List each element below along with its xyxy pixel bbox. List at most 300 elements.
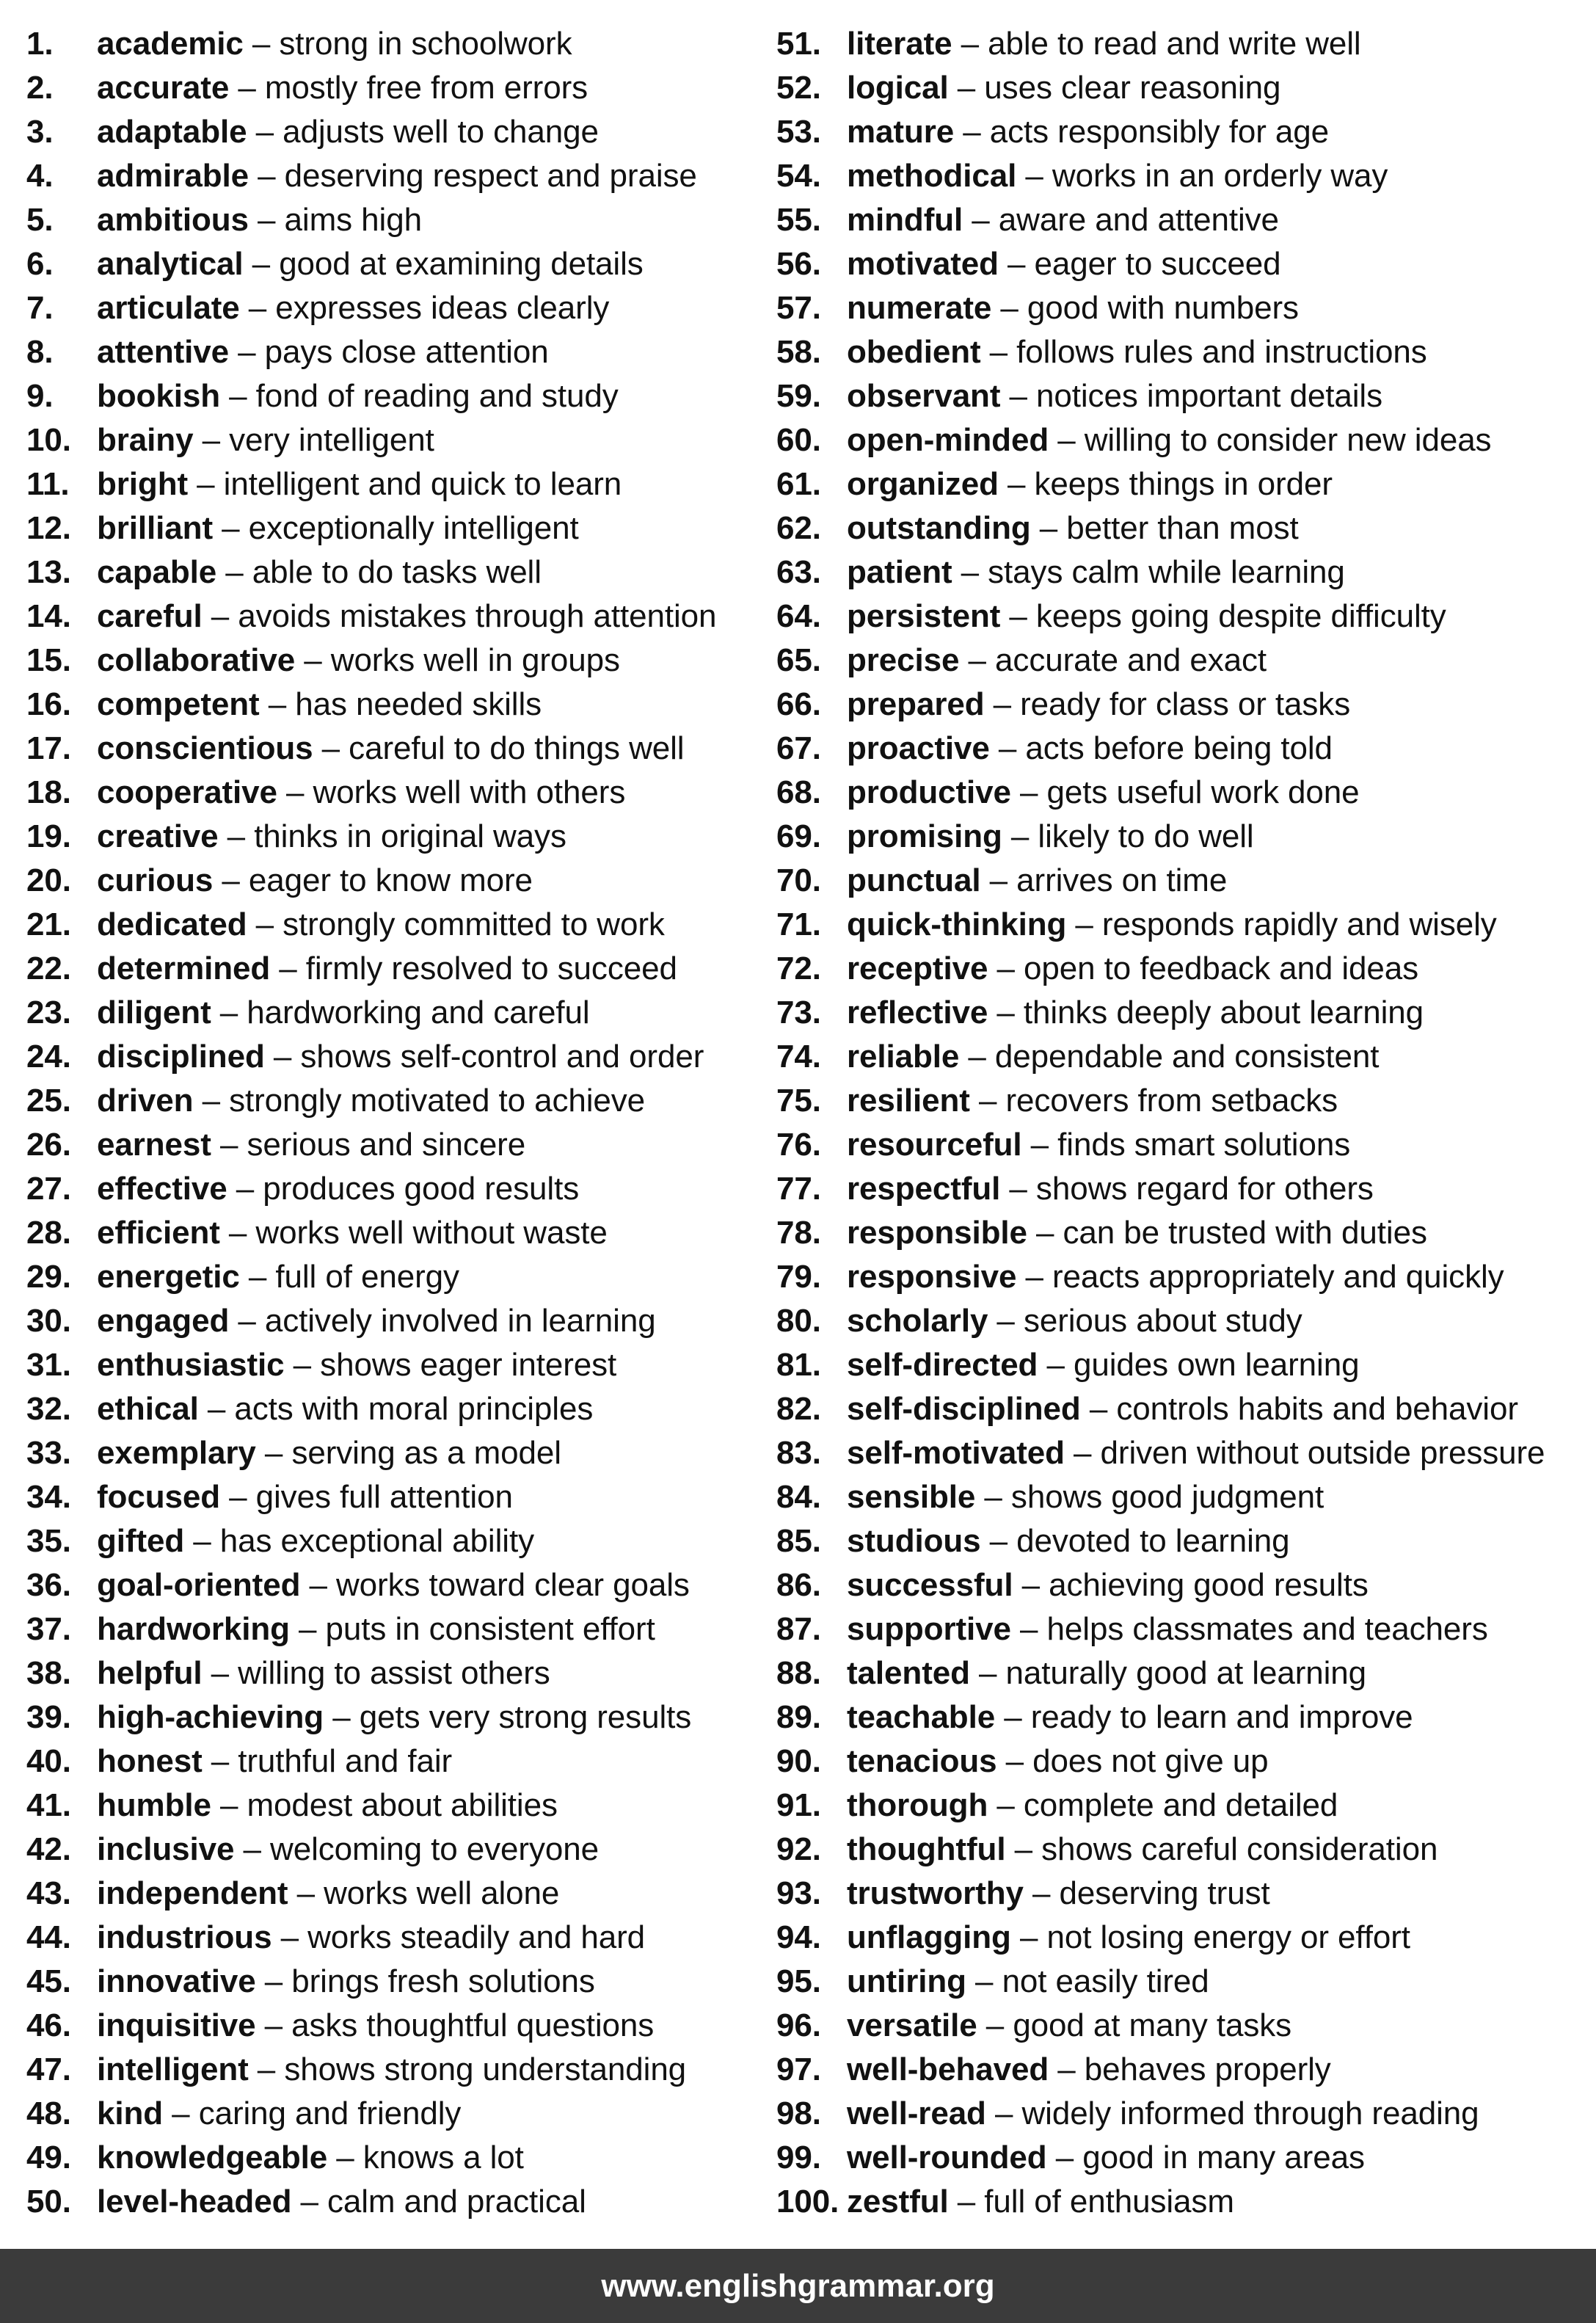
item-separator: – [193, 1083, 230, 1119]
list-item [776, 903, 1591, 947]
item-number: 11. [26, 466, 70, 502]
list-item [776, 330, 1591, 374]
item-separator: – [1000, 378, 1037, 414]
item-word: brainy [97, 422, 194, 458]
list-item [776, 418, 1591, 462]
item-definition: exceptionally intelligent [248, 510, 579, 546]
item-separator: – [966, 1963, 1002, 1999]
item-separator: – [988, 950, 1024, 986]
item-word: reliable [847, 1039, 960, 1075]
item-separator: – [272, 1919, 308, 1955]
item-separator: – [1080, 1391, 1117, 1427]
item-number: 59. [776, 378, 821, 414]
list-item [26, 1123, 768, 1167]
list-item [776, 550, 1591, 595]
list-item [776, 1299, 1591, 1343]
item-word: competent [97, 686, 260, 722]
item-definition: achieving good results [1049, 1567, 1369, 1603]
list-item [776, 1695, 1591, 1739]
item-number: 51. [776, 26, 821, 62]
list-item [26, 198, 768, 242]
item-number: 58. [776, 334, 821, 370]
item-word: trustworthy [847, 1875, 1024, 1911]
item-separator: – [980, 334, 1017, 370]
item-number: 85. [776, 1523, 821, 1559]
list-item [776, 2092, 1591, 2136]
item-number: 46. [26, 2007, 71, 2043]
item-definition: behaves properly [1084, 2051, 1331, 2087]
item-separator: – [239, 290, 276, 326]
item-separator: – [963, 202, 999, 238]
item-word: prepared [847, 686, 985, 722]
item-separator: – [255, 1435, 292, 1471]
item-separator: – [1021, 1127, 1058, 1163]
item-word: well-rounded [847, 2140, 1047, 2175]
list-item [776, 1784, 1591, 1828]
item-word: proactive [847, 730, 990, 766]
item-separator: – [229, 1303, 265, 1339]
list-item [776, 374, 1591, 418]
item-word: self-motivated [847, 1435, 1065, 1471]
item-definition: puts in consistent effort [325, 1611, 655, 1647]
item-number: 67. [776, 730, 821, 766]
item-number: 76. [776, 1127, 821, 1163]
item-number: 29. [26, 1259, 71, 1295]
item-definition: dependable and consistent [994, 1039, 1380, 1075]
item-word: driven [97, 1083, 194, 1119]
item-separator: – [1038, 1347, 1074, 1383]
item-separator: – [234, 1831, 271, 1867]
item-definition: responds rapidly and wisely [1101, 906, 1497, 942]
item-definition: shows regard for others [1035, 1171, 1374, 1207]
item-word: self-disciplined [847, 1391, 1081, 1427]
item-separator: – [1010, 1919, 1047, 1955]
item-word: literate [847, 26, 952, 62]
item-definition: truthful and fair [238, 1743, 453, 1779]
item-separator: – [996, 1743, 1033, 1779]
item-number: 81. [776, 1347, 821, 1383]
item-word: persistent [847, 598, 1001, 634]
item-definition: guides own learning [1073, 1347, 1360, 1383]
item-word: responsive [847, 1259, 1017, 1295]
item-word: receptive [847, 950, 988, 986]
item-separator: – [202, 598, 238, 634]
item-number: 2. [26, 70, 54, 106]
item-separator: – [980, 1523, 1017, 1559]
item-definition: strong in schoolwork [279, 26, 572, 62]
item-definition: can be trusted with duties [1063, 1215, 1427, 1251]
item-separator: – [219, 1215, 256, 1251]
item-number: 39. [26, 1699, 71, 1735]
list-item [776, 1563, 1591, 1607]
list-item [776, 727, 1591, 771]
item-separator: – [1005, 1831, 1042, 1867]
item-definition: follows rules and instructions [1016, 334, 1427, 370]
list-item [776, 286, 1591, 330]
item-word: resourceful [847, 1127, 1022, 1163]
item-number: 20. [26, 862, 71, 898]
item-word: hardworking [97, 1611, 290, 1647]
item-word: energetic [97, 1259, 240, 1295]
list-item [26, 22, 768, 66]
list-item [776, 506, 1591, 550]
item-definition: driven without outside pressure [1100, 1435, 1545, 1471]
item-number: 4. [26, 158, 54, 194]
item-word: supportive [847, 1611, 1011, 1647]
item-word: intelligent [97, 2051, 249, 2087]
item-definition: brings fresh solutions [291, 1963, 595, 1999]
list-item [776, 639, 1591, 683]
item-separator: – [952, 26, 988, 62]
item-definition: works in an orderly way [1052, 158, 1388, 194]
list-item [776, 2180, 1591, 2224]
item-definition: able to do tasks well [252, 554, 542, 590]
item-definition: adjusts well to change [283, 114, 599, 150]
item-word: adaptable [97, 114, 247, 150]
list-item [776, 1431, 1591, 1475]
item-word: open-minded [847, 422, 1049, 458]
item-number: 8. [26, 334, 54, 370]
item-definition: thinks deeply about learning [1023, 995, 1424, 1030]
item-definition: good in many areas [1082, 2140, 1365, 2175]
item-number: 13. [26, 554, 71, 590]
item-number: 62. [776, 510, 821, 546]
item-separator: – [324, 1699, 360, 1735]
item-separator: – [213, 862, 249, 898]
item-separator: – [1000, 598, 1036, 634]
item-word: logical [847, 70, 949, 106]
item-word: careful [97, 598, 203, 634]
item-word: gifted [97, 1523, 185, 1559]
item-separator: – [270, 950, 306, 986]
item-number: 100. [776, 2184, 839, 2220]
item-definition: shows strong understanding [284, 2051, 687, 2087]
item-word: effective [97, 1171, 227, 1207]
footer-website-link[interactable]: www.englishgrammar.org [601, 2268, 995, 2304]
item-definition: ready for class or tasks [1020, 686, 1351, 722]
item-definition: has exceptional ability [219, 1523, 534, 1559]
list-item [26, 727, 768, 771]
left-column [26, 22, 768, 2224]
item-word: attentive [97, 334, 230, 370]
list-item [776, 1343, 1591, 1387]
item-separator: – [1002, 818, 1038, 854]
item-definition: aims high [284, 202, 422, 238]
list-item [26, 1784, 768, 1828]
item-number: 68. [776, 774, 821, 810]
item-definition: good at many tasks [1013, 2007, 1292, 2043]
item-definition: asks thoughtful questions [291, 2007, 655, 2043]
item-number: 83. [776, 1435, 821, 1471]
item-separator: – [211, 1787, 247, 1823]
item-number: 94. [776, 1919, 821, 1955]
right-column [776, 22, 1591, 2224]
item-word: disciplined [97, 1039, 265, 1075]
item-word: unflagging [847, 1919, 1011, 1955]
item-word: analytical [97, 246, 244, 282]
item-word: honest [97, 1743, 203, 1779]
list-item [776, 1651, 1591, 1695]
item-number: 43. [26, 1875, 71, 1911]
item-separator: – [248, 158, 285, 194]
item-word: accurate [97, 70, 230, 106]
item-separator: – [1000, 1171, 1036, 1207]
item-separator: – [193, 422, 230, 458]
item-number: 77. [776, 1171, 821, 1207]
list-item [26, 1167, 768, 1211]
list-item [26, 639, 768, 683]
item-word: numerate [847, 290, 992, 326]
item-definition: works well with others [313, 774, 626, 810]
item-number: 73. [776, 995, 821, 1030]
item-number: 27. [26, 1171, 71, 1207]
item-definition: uses clear reasoning [984, 70, 1281, 106]
item-word: tenacious [847, 1743, 997, 1779]
item-separator: – [1046, 2140, 1083, 2175]
item-word: zestful [847, 2184, 949, 2220]
item-number: 17. [26, 730, 71, 766]
item-number: 35. [26, 1523, 71, 1559]
item-separator: – [243, 246, 280, 282]
item-separator: – [959, 642, 996, 678]
item-separator: – [295, 642, 331, 678]
item-definition: not easily tired [1002, 1963, 1209, 1999]
item-number: 12. [26, 510, 71, 546]
item-definition: firmly resolved to succeed [305, 950, 677, 986]
item-number: 65. [776, 642, 821, 678]
item-number: 28. [26, 1215, 71, 1251]
item-number: 88. [776, 1655, 821, 1691]
item-definition: works steadily and hard [307, 1919, 646, 1955]
item-definition: controls habits and behavior [1116, 1391, 1518, 1427]
item-separator: – [1010, 1611, 1047, 1647]
item-definition: acts responsibly for age [989, 114, 1330, 150]
item-definition: better than most [1066, 510, 1299, 546]
item-word: thorough [847, 1787, 988, 1823]
item-definition: widely informed through reading [1021, 2095, 1479, 2131]
item-word: resilient [847, 1083, 970, 1119]
item-number: 72. [776, 950, 821, 986]
list-item [26, 154, 768, 198]
item-word: conscientious [97, 730, 313, 766]
item-number: 90. [776, 1743, 821, 1779]
item-separator: – [977, 2007, 1013, 2043]
item-definition: helps classmates and teachers [1046, 1611, 1488, 1647]
item-number: 70. [776, 862, 821, 898]
item-definition: shows careful consideration [1041, 1831, 1438, 1867]
item-definition: fond of reading and study [255, 378, 619, 414]
item-number: 93. [776, 1875, 821, 1911]
item-separator: – [218, 818, 255, 854]
item-word: studious [847, 1523, 981, 1559]
item-word: high-achieving [97, 1699, 324, 1735]
list-item [776, 595, 1591, 639]
item-definition: serious and sincere [247, 1127, 526, 1163]
item-word: level-headed [97, 2184, 292, 2220]
item-separator: – [277, 774, 313, 810]
item-word: admirable [97, 158, 249, 194]
item-separator: – [998, 246, 1035, 282]
item-word: dedicated [97, 906, 247, 942]
item-definition: willing to consider new ideas [1084, 422, 1492, 458]
item-definition: finds smart solutions [1057, 1127, 1351, 1163]
list-item [776, 1211, 1591, 1255]
list-item [26, 1695, 768, 1739]
list-item [26, 1387, 768, 1431]
item-number: 24. [26, 1039, 71, 1075]
list-item [26, 815, 768, 859]
item-word: self-directed [847, 1347, 1038, 1383]
item-word: earnest [97, 1127, 211, 1163]
list-item [776, 1607, 1591, 1651]
item-word: versatile [847, 2007, 977, 2043]
item-word: teachable [847, 1699, 996, 1735]
item-word: ethical [97, 1391, 199, 1427]
item-word: productive [847, 774, 1011, 810]
item-definition: mostly free from errors [264, 70, 589, 106]
item-separator: – [255, 2007, 292, 2043]
item-separator: – [948, 70, 985, 106]
item-word: innovative [97, 1963, 256, 1999]
item-number: 57. [776, 290, 821, 326]
item-number: 3. [26, 114, 54, 150]
item-separator: – [219, 378, 256, 414]
list-item [776, 1035, 1591, 1079]
item-number: 45. [26, 1963, 71, 1999]
item-number: 9. [26, 378, 54, 414]
item-number: 6. [26, 246, 54, 282]
list-item [26, 1828, 768, 1872]
item-definition: careful to do things well [349, 730, 685, 766]
list-item [26, 1431, 768, 1475]
item-definition: actively involved in learning [264, 1303, 656, 1339]
item-definition: acts with moral principles [234, 1391, 594, 1427]
item-number: 82. [776, 1391, 821, 1427]
item-separator: – [202, 1655, 238, 1691]
item-separator: – [1064, 1435, 1101, 1471]
item-definition: complete and detailed [1023, 1787, 1338, 1823]
item-separator: – [248, 202, 285, 238]
item-number: 38. [26, 1655, 71, 1691]
item-number: 22. [26, 950, 71, 986]
list-item [776, 66, 1591, 110]
item-word: inclusive [97, 1831, 235, 1867]
item-definition: willing to assist others [238, 1655, 550, 1691]
item-word: talented [847, 1655, 970, 1691]
item-definition: accurate and exact [995, 642, 1267, 678]
item-number: 53. [776, 114, 821, 150]
list-item [776, 1872, 1591, 1916]
list-item [776, 462, 1591, 506]
item-word: cooperative [97, 774, 277, 810]
item-definition: keeps going despite difficulty [1035, 598, 1446, 634]
item-separator: – [989, 730, 1026, 766]
item-separator: – [998, 466, 1035, 502]
list-item [26, 1960, 768, 2004]
item-word: ambitious [97, 202, 249, 238]
item-separator: – [313, 730, 349, 766]
item-word: quick-thinking [847, 906, 1067, 942]
item-word: responsible [847, 1215, 1027, 1251]
item-definition: thinks in original ways [254, 818, 566, 854]
list-item [776, 1960, 1591, 2004]
item-separator: – [289, 1611, 326, 1647]
item-separator: – [975, 1479, 1011, 1515]
item-definition: full of enthusiasm [984, 2184, 1234, 2220]
item-definition: arrives on time [1016, 862, 1228, 898]
item-number: 56. [776, 246, 821, 282]
item-number: 52. [776, 70, 821, 106]
item-number: 40. [26, 1743, 71, 1779]
item-separator: – [198, 1391, 235, 1427]
list-item [776, 1387, 1591, 1431]
list-item [26, 2004, 768, 2048]
item-number: 10. [26, 422, 71, 458]
item-definition: serving as a model [291, 1435, 561, 1471]
item-separator: – [239, 1259, 276, 1295]
item-word: scholarly [847, 1303, 988, 1339]
item-definition: serious about study [1023, 1303, 1302, 1339]
list-item [26, 2180, 768, 2224]
item-word: goal-oriented [97, 1567, 301, 1603]
list-item [776, 1475, 1591, 1519]
item-number: 33. [26, 1435, 71, 1471]
item-separator: – [1027, 1215, 1063, 1251]
item-word: well-behaved [847, 2051, 1049, 2087]
list-item [26, 1739, 768, 1784]
item-number: 7. [26, 290, 54, 326]
item-separator: – [247, 114, 283, 150]
item-definition: shows self-control and order [300, 1039, 704, 1075]
item-number: 97. [776, 2051, 821, 2087]
item-word: inquisitive [97, 2007, 256, 2043]
item-number: 87. [776, 1611, 821, 1647]
item-word: engaged [97, 1303, 230, 1339]
item-word: articulate [97, 290, 240, 326]
item-separator: – [985, 2095, 1022, 2131]
item-number: 26. [26, 1127, 71, 1163]
item-separator: – [980, 862, 1017, 898]
item-separator: – [1016, 1259, 1052, 1295]
item-separator: – [1016, 158, 1052, 194]
item-separator: – [1049, 2051, 1085, 2087]
item-separator: – [227, 1171, 263, 1207]
item-number: 75. [776, 1083, 821, 1119]
item-word: promising [847, 818, 1002, 854]
list-item [776, 1123, 1591, 1167]
item-definition: shows good judgment [1010, 1479, 1324, 1515]
item-definition: has needed skills [295, 686, 542, 722]
item-number: 19. [26, 818, 71, 854]
item-separator: – [247, 906, 283, 942]
list-item [776, 22, 1591, 66]
item-definition: acts before being told [1025, 730, 1333, 766]
item-definition: avoids mistakes through attention [238, 598, 717, 634]
item-separator: – [1066, 906, 1102, 942]
list-item [26, 506, 768, 550]
item-definition: gives full attention [255, 1479, 513, 1515]
item-definition: intelligent and quick to learn [223, 466, 622, 502]
list-item [776, 110, 1591, 154]
item-definition: notices important details [1036, 378, 1382, 414]
item-number: 14. [26, 598, 71, 634]
item-separator: – [988, 1787, 1024, 1823]
item-number: 49. [26, 2140, 71, 2175]
item-separator: – [243, 26, 280, 62]
item-word: precise [847, 642, 960, 678]
item-word: curious [97, 862, 214, 898]
list-item [26, 1343, 768, 1387]
